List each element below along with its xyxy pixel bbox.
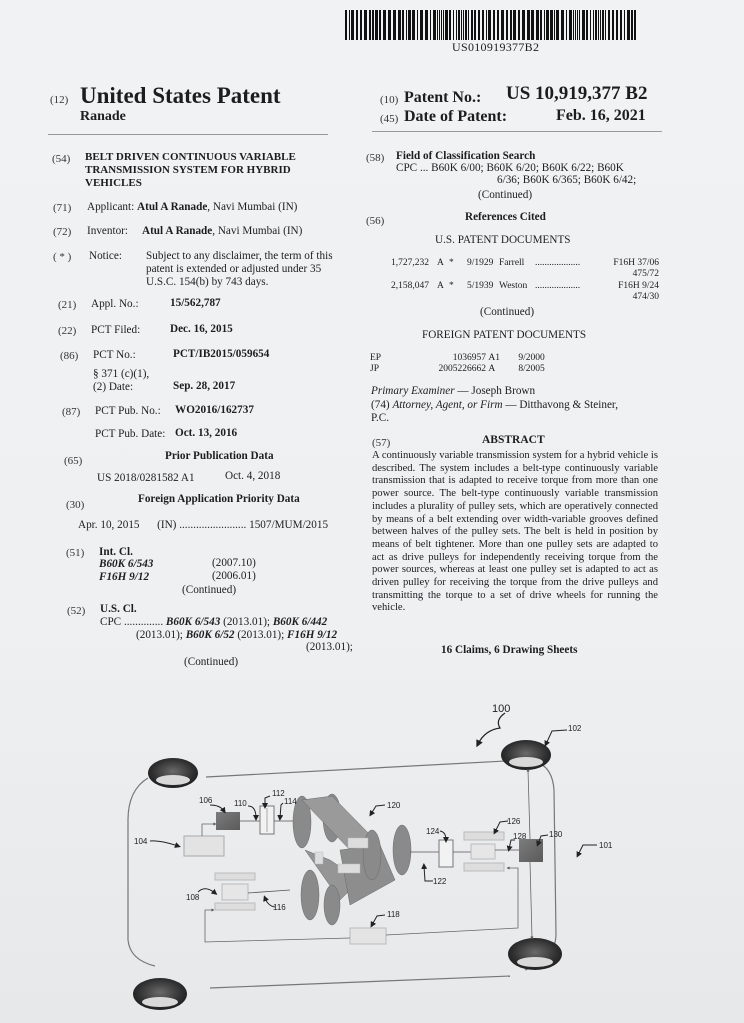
barcode-bar [527,10,530,40]
classification-continued: (Continued) [478,189,533,201]
ref-label-120: 120 [387,801,401,810]
ref-label-108: 108 [186,893,200,902]
code-65: (65) [64,455,83,467]
ref-label-124: 124 [426,827,440,836]
cvt-assembly-120 [293,794,411,925]
ref-label-100: 100 [492,703,511,715]
ref-star: * [449,258,454,268]
int-cl-version: (2007.10) [212,557,256,569]
barcode-bar [634,10,636,40]
pct-pub-date-label: PCT Pub. Date: [95,428,166,440]
code-54: (54) [52,153,71,165]
barcode [345,10,637,40]
barcode-bar [620,10,622,40]
barcode-bar [478,10,480,40]
int-cl-class: B60K 6/543 [99,558,154,570]
inventor-field [87,225,302,238]
patent-number: US 10,919,377 B2 [506,83,648,104]
appl-no-value: 15/562,787 [170,297,221,309]
pct-filed-value: Dec. 16, 2015 [170,323,233,335]
title-line: TRANSMISSION SYSTEM FOR HYBRID [85,164,291,176]
barcode-bar [506,10,508,40]
barcode-bar [408,10,411,40]
barcode-bar [461,10,462,40]
barcode-bar [393,10,396,40]
ref-class-secondary: 474/30 [632,292,659,302]
ref-number: 1,727,232 [391,258,429,268]
barcode-bar [497,10,499,40]
pct-no-label: PCT No.: [93,349,136,361]
leader-dots: .............. [123,616,164,628]
leader-124 [440,831,446,840]
leader-114 [280,803,283,818]
barcode-bar [577,10,578,40]
leader-102 [546,730,567,744]
leader-120 [371,805,385,814]
barcode-bar [372,10,374,40]
barcode-bar [493,10,495,40]
cpc-label: CPC [100,616,122,628]
us-references-continued: (Continued) [480,306,535,318]
ref-date: 5/1939 [467,281,494,291]
inventor-name: Atul A Ranade [142,225,213,237]
barcode-bar [510,10,512,40]
inventor-place: , Navi Mumbai (IN) [212,225,303,237]
ref-name: Weston [499,281,528,291]
code-30: (30) [66,499,85,511]
dash: — [502,399,520,411]
barcode-bar [456,10,457,40]
ref-star: * [449,281,454,291]
int-cl-heading: Int. Cl. [99,546,133,558]
barcode-bar [474,10,476,40]
ref-kind: A [437,258,444,268]
ref-class: F16H 37/06 [613,258,659,268]
classification-search-line: 6/36; B60K 6/365; B60K 6/42; [497,174,637,186]
barcode-bar [488,10,491,40]
barcode-bar [345,10,347,40]
ref-label-114: 114 [284,797,297,806]
code-notice: ( * ) [53,251,72,263]
ref-label-104: 104 [134,837,148,846]
date-of-patent-label: Date of Patent: [404,108,508,125]
barcode-bar [590,10,591,40]
attorney-name: Ditthavong & Steiner, [519,399,618,411]
barcode-bar [441,10,442,40]
notice-line: Subject to any disclaimer, the term of this [146,250,333,262]
ref-label-122: 122 [433,877,447,886]
int-cl-class: F16H 9/12 [99,571,150,583]
barcode-bar [501,10,504,40]
code-12: (12) [50,94,69,106]
code-71: (71) [53,202,72,214]
pct-pub-no-value: WO2016/162737 [175,404,254,416]
barcode-bar [443,10,444,40]
foreign-number: 1036957 [452,353,486,363]
code-10: (10) [380,94,399,106]
ref-label-116: 116 [273,903,286,912]
attorney-field [371,399,618,412]
leader-108 [198,889,215,893]
header-rule-right [372,131,662,132]
prior-publication-number: US 2018/0281582 A1 [97,472,195,484]
barcode-bar [536,10,539,40]
us-patent-documents-heading: U.S. PATENT DOCUMENTS [435,234,571,246]
pct-pub-no-label: PCT Pub. No.: [95,405,161,417]
barcode-bar [383,10,386,40]
foreign-priority-row [78,519,328,532]
patent-drawing [0,680,744,1023]
barcode-bar [522,10,525,40]
abstract-text: A continuously variable transmission system for a hybrid vehicle is described. The system includes a belt-type continuously variable transmission that is adapted to receive torque from more than one power source. The belt-type continuously variable transmission includes a plurality of pulley sets, which are operatively connected by means of a belt extending over width-variable grooves defined between halves of the pulley sets. The belt is held in position by means of belt tightener. More than one pulley sets are adapted to act as drive pulleys for independently receiving torque from the power sources, whereas at least one pulley set is adapted to act as driven pulley for receiving the torque from the drive pulleys and transmitting the torque to a set of drive wheels for running the vehicle. [372,450,658,614]
barcode-bar [412,10,415,40]
us-cl-version: (2013.01); [136,629,186,641]
barcode-bar [453,10,454,40]
foreign-patent-documents-heading: FOREIGN PATENT DOCUMENTS [422,329,587,341]
barcode-bar [468,10,469,40]
barcode-bar [349,10,350,40]
wheel-front-left [148,758,198,788]
barcode-bar [566,10,567,40]
barcode-bar [631,10,633,40]
ref-label-118: 118 [387,910,400,919]
appl-no-label: Appl. No.: [91,298,139,310]
claims-summary: 16 Claims, 6 Drawing Sheets [441,644,578,656]
us-cl-version: (2013.01); [234,629,288,641]
ref-label-126: 126 [507,817,521,826]
barcode-bar [375,10,378,40]
leader-104 [150,841,178,846]
ref-label-112: 112 [272,789,285,798]
notice-line: U.S.C. 154(b) by 743 days. [146,276,269,288]
ref-number: 2,158,047 [391,281,429,291]
header-rule-left [48,134,328,135]
barcode-bar [586,10,588,40]
us-cl-heading: U.S. Cl. [100,603,137,615]
ref-class: F16H 9/24 [618,281,659,291]
barcode-bar [425,10,428,40]
us-cl-line-3: (2013.01); [306,641,353,653]
barcode-bar [430,10,431,40]
code-51: (51) [66,547,85,559]
code-22: (22) [58,325,77,337]
component-106 [216,812,240,830]
leader-101 [578,845,597,855]
references-cited-heading: References Cited [465,211,546,223]
barcode-bar [449,10,451,40]
wheel-front-right [501,740,551,770]
barcode-bar [388,10,391,40]
barcode-bar [540,10,542,40]
title-line: BELT DRIVEN CONTINUOUS VARIABLE [85,151,296,163]
pct-pub-date-value: Oct. 13, 2016 [175,427,238,439]
barcode-bar [573,10,574,40]
inventor-surname: Ranade [80,109,126,124]
component-118 [350,928,386,944]
component-130 [519,839,543,862]
leader-dots: ................... [535,281,581,291]
section-371-label: § 371 (c)(1), [93,368,150,380]
ref-date: 9/1929 [467,258,494,268]
inventor-label: Inventor: [87,225,129,237]
invention-title [85,151,296,190]
barcode-bar [598,10,599,40]
ref-label-106: 106 [199,796,213,805]
code-58: (58) [366,152,385,164]
leader-100 [478,713,505,744]
applicant-name: Atul A Ranade [137,201,208,213]
ref-class-secondary: 475/72 [632,269,659,279]
ref-name: Farrell [499,258,525,268]
ref-kind: A [437,281,444,291]
leader-112 [265,796,270,806]
leader-106 [210,805,224,811]
attorney-name-line-2: P.C. [371,412,390,424]
leader-128 [509,840,515,849]
us-cl-class: B60K 6/442 [272,616,328,628]
leader-dots: ................... [535,258,581,268]
barcode-bar [406,10,407,40]
code-45: (45) [380,113,399,125]
us-cl-continued: (Continued) [184,656,239,668]
examiner-label: Primary Examiner [371,385,455,397]
barcode-bar [550,10,553,40]
wheel-rear-right [508,938,562,970]
int-cl-version: (2006.01) [212,570,256,582]
code-52: (52) [67,605,86,617]
foreign-country: JP [370,364,379,374]
ref-label-102: 102 [568,724,582,733]
component-126 [471,844,495,859]
ref-label-130: 130 [549,830,563,839]
barcode-bar [556,10,559,40]
barcode-bar [605,10,606,40]
barcode-bar [463,10,464,40]
chassis-outline [128,778,155,966]
foreign-kind: A [488,364,496,374]
date-of-patent: Feb. 16, 2021 [556,107,646,124]
notice-label: Notice: [89,250,122,262]
barcode-bar [439,10,440,40]
barcode-bar [420,10,423,40]
prior-publication-date: Oct. 4, 2018 [225,470,281,482]
code-21: (21) [58,299,77,311]
barcode-bar [482,10,484,40]
barcode-bar [402,10,404,40]
foreign-number: 2005226662 [438,364,486,374]
examiner-name: Joseph Brown [471,385,536,397]
us-reference-row [391,258,659,280]
notice-line: patent is extended or adjusted under 35 [146,263,322,275]
section-371-date-label: (2) Date: [93,381,134,393]
int-cl-continued: (Continued) [182,584,237,596]
barcode-bar [513,10,516,40]
barcode-bar [600,10,601,40]
foreign-country: EP [370,353,382,363]
barcode-bar [369,10,371,40]
classification-search-heading: Field of Classification Search [396,150,536,162]
barcode-bar [595,10,597,40]
applicant-label: Applicant: [87,201,135,213]
patent-no-label: Patent No.: [404,89,482,106]
code-86: (86) [60,350,79,362]
section-371-date-value: Sep. 28, 2017 [173,380,236,392]
us-cl-class: B60K 6/543 [165,616,221,628]
leader-122 [424,866,433,881]
barcode-bar [364,10,367,40]
us-cl-version: (2013.01); [220,616,273,628]
barcode-bar [593,10,594,40]
us-cl-line-1 [100,616,327,629]
primary-examiner [371,385,535,398]
title-line: VEHICLES [85,177,142,189]
barcode-bar [356,10,358,40]
barcode-bar [518,10,520,40]
foreign-kind: A1 [488,353,500,363]
component-124 [439,840,453,867]
priority-number: 1507/MUM/2015 [249,519,329,531]
barcode-bar [433,10,436,40]
priority-country: (IN) [157,519,177,531]
foreign-reference-row [370,353,545,364]
foreign-date: 8/2005 [518,364,545,374]
leader-118 [372,915,385,925]
applicant-field [87,201,297,214]
barcode-bar [575,10,576,40]
code-74: (74) [371,399,390,411]
barcode-bar [544,10,545,40]
barcode-bar [360,10,362,40]
wheel-rear-left [133,978,187,1010]
leader-dots: ........................ [179,519,247,531]
document-title: United States Patent [80,83,281,108]
foreign-priority-heading: Foreign Application Priority Data [138,493,300,505]
barcode-bar [627,10,630,40]
ref-label-128: 128 [513,832,527,841]
component-108 [222,884,248,900]
pct-no-value: PCT/IB2015/059654 [173,348,270,360]
attorney-label: Attorney, Agent, or Firm [392,399,503,411]
barcode-bar [486,10,487,40]
barcode-bar [608,10,610,40]
code-72: (72) [53,226,72,238]
priority-date: Apr. 10, 2015 [78,519,140,531]
foreign-date: 9/2000 [518,353,545,363]
ref-label-110: 110 [234,799,247,808]
barcode-bar [437,10,438,40]
ref-label-101: 101 [599,841,613,850]
us-cl-class: F16H 9/12 [287,629,338,641]
leader-110 [248,806,256,818]
barcode-number: US010919377B2 [452,40,540,54]
barcode-bar [612,10,614,40]
code-57: (57) [372,437,391,449]
barcode-bar [398,10,401,40]
barcode-bar [602,10,604,40]
component-104 [184,836,224,856]
barcode-bar [465,10,467,40]
applicant-place: , Navi Mumbai (IN) [207,201,298,213]
barcode-bar [582,10,585,40]
chassis-outline [210,976,510,988]
classification-search-line: CPC ... B60K 6/00; B60K 6/20; B60K 6/22; B60K [396,162,624,174]
barcode-bar [471,10,473,40]
barcode-bar [379,10,381,40]
foreign-reference-row [370,364,545,375]
prior-publication-heading: Prior Publication Data [165,450,274,462]
dash: — [454,385,472,397]
code-56: (56) [366,215,385,227]
abstract-heading: ABSTRACT [482,434,545,446]
barcode-bar [445,10,448,40]
barcode-bar [546,10,549,40]
code-87: (87) [62,406,81,418]
us-reference-row [391,281,659,303]
us-cl-class: B60K 6/52 [185,629,235,641]
barcode-bar [561,10,564,40]
barcode-bar [458,10,460,40]
barcode-bar [351,10,354,40]
barcode-bar [616,10,618,40]
barcode-bar [579,10,580,40]
barcode-bar [531,10,534,40]
barcode-bar [554,10,555,40]
pct-filed-label: PCT Filed: [91,324,141,336]
barcode-bar [569,10,572,40]
barcode-bar [624,10,625,40]
barcode-bar [417,10,418,40]
notice-text [146,250,344,289]
